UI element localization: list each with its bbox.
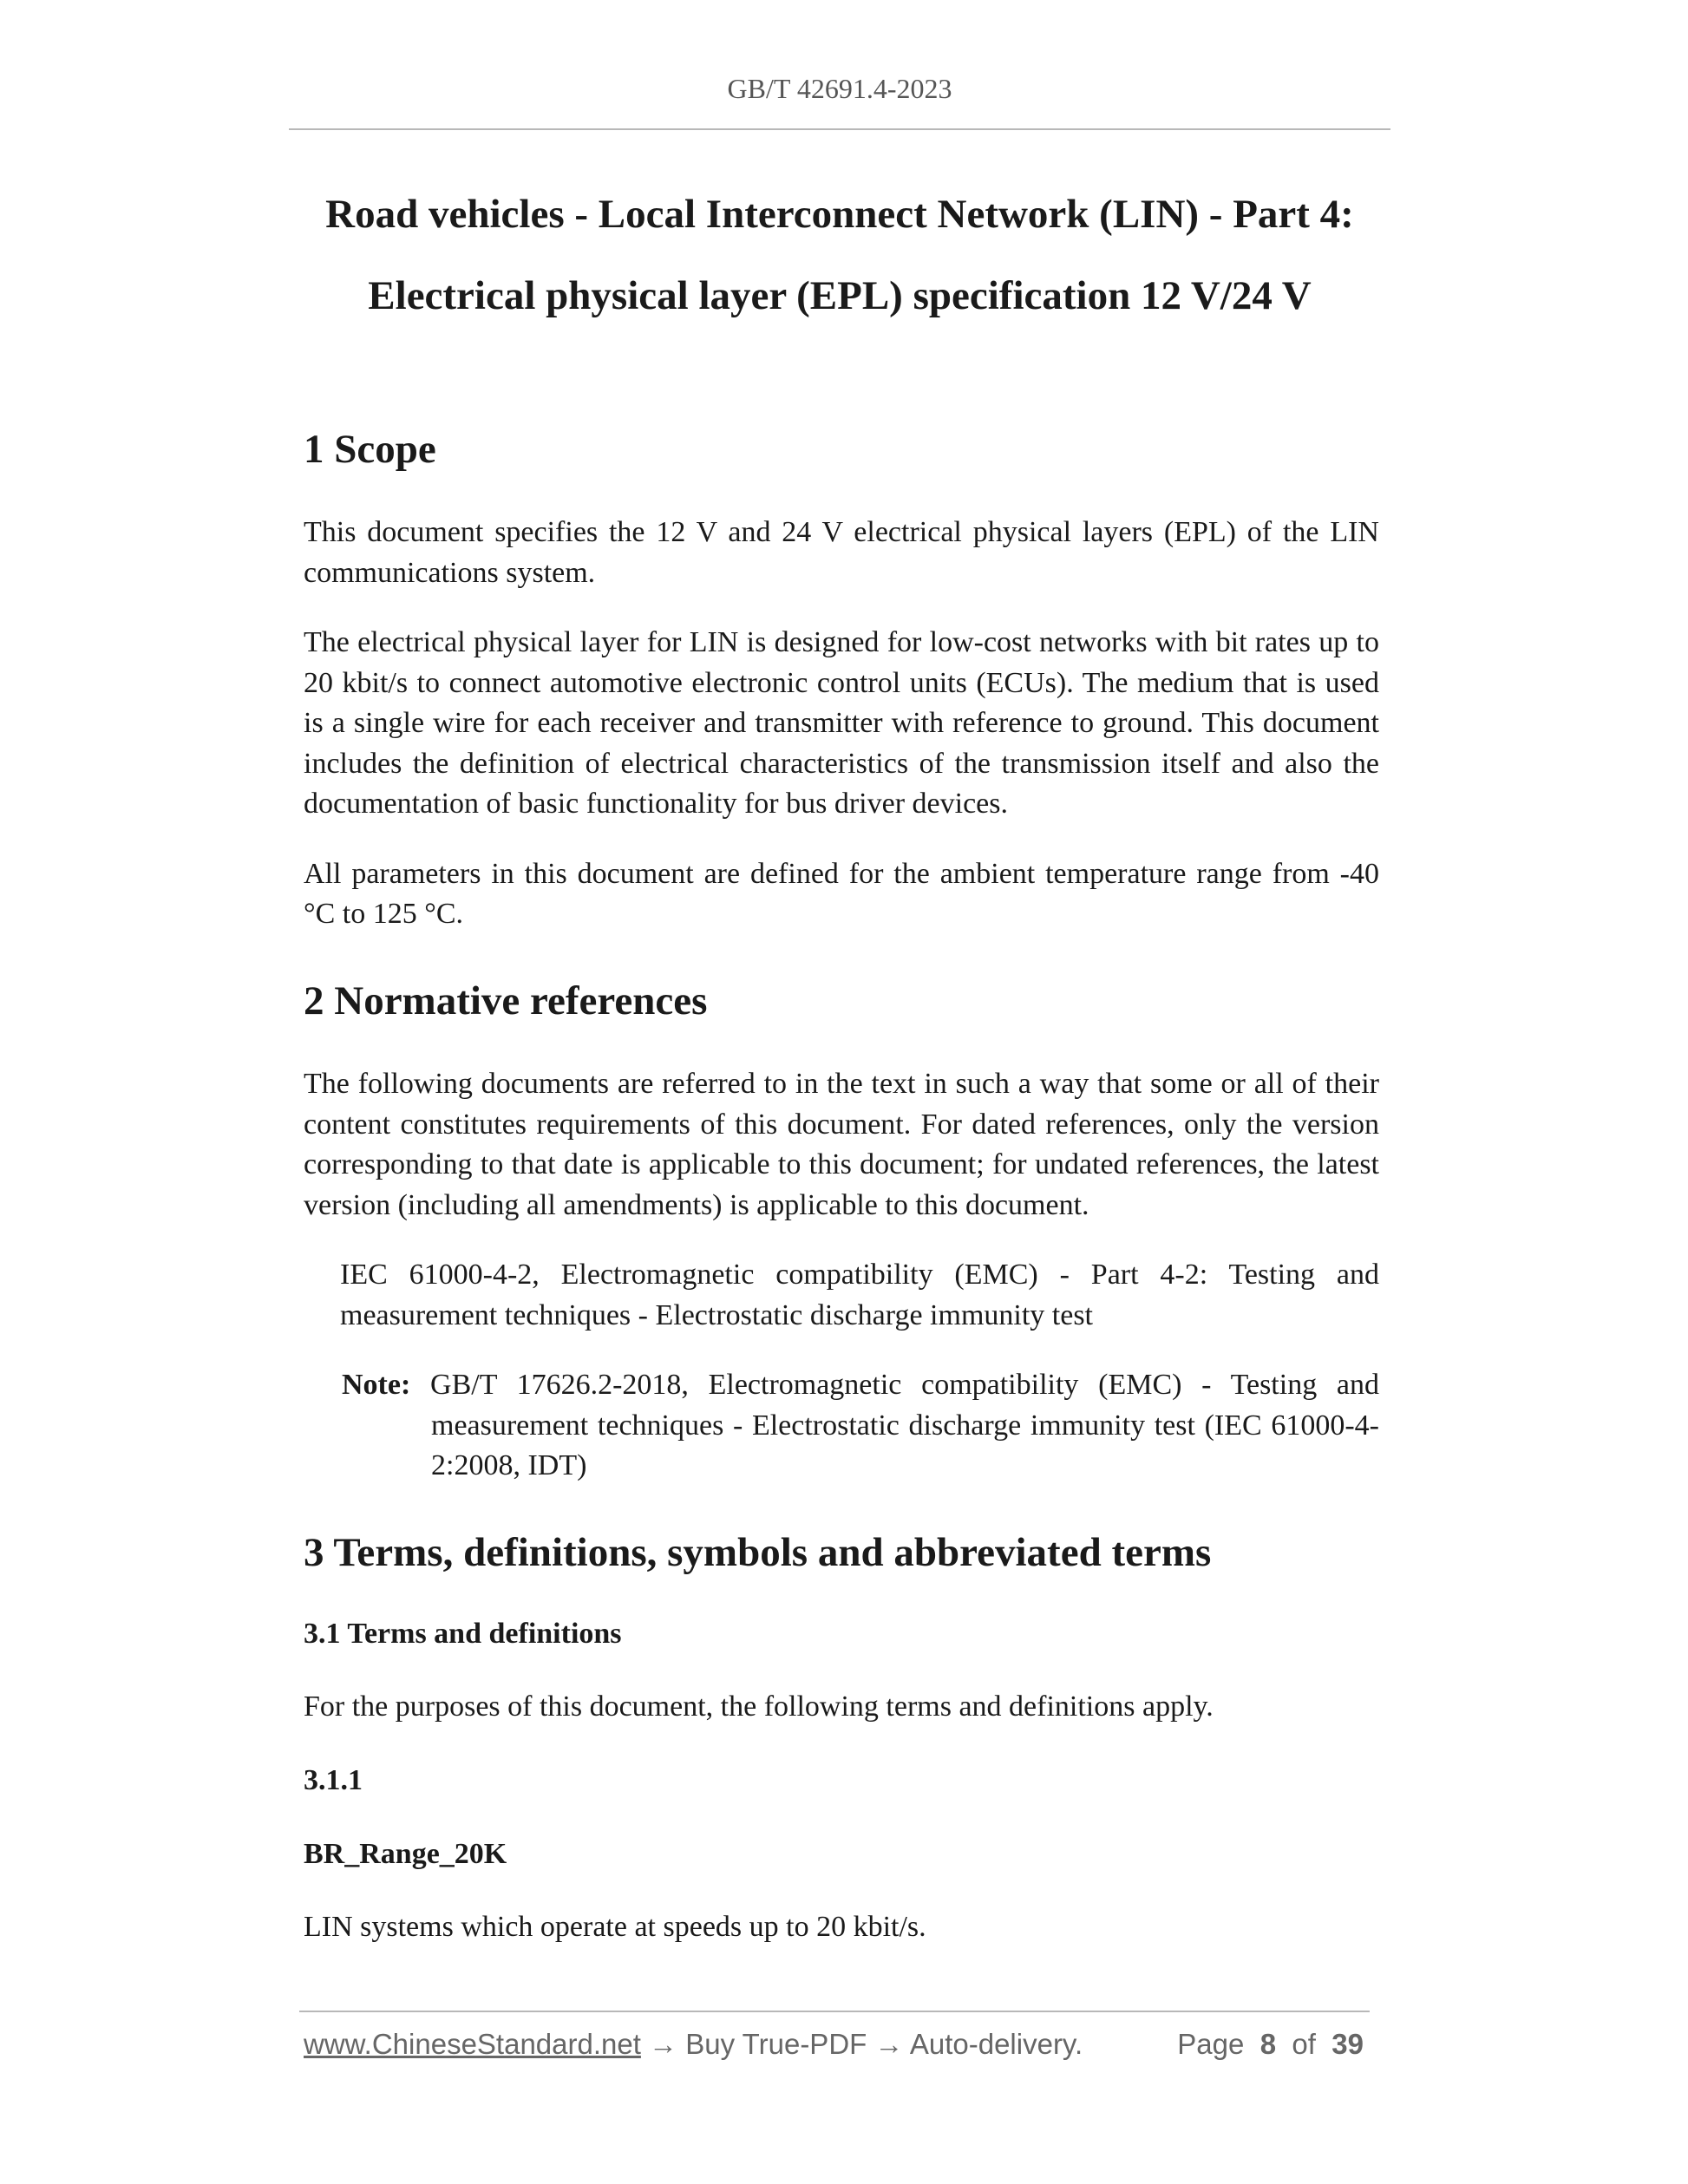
normative-reference-item: IEC 61000-4-2, Electromagnetic compatibility (EMC) - Part 4-2: Testing and measurement techniques - Electrostatic discharge immunity test xyxy=(340,1259,1379,1331)
current-page-number: 8 xyxy=(1259,2028,1277,2060)
running-header: GB/T 42691.4-2023 xyxy=(727,73,952,104)
document-body xyxy=(304,408,1379,1948)
section-2-paragraph-1: The following documents are referred to in the text in such a way that some or all of their content constitutes requirements of this document. For dated references, only the version corresponding to that date is applicable to this document; for undated references, the latest version (including all amendments) is applicable to this document. xyxy=(304,1068,1379,1221)
subsection-3-1-paragraph: For the purposes of this document, the following terms and definitions apply. xyxy=(304,1690,1214,1723)
section-1-paragraph-2: The electrical physical layer for LIN is designed for low-cost networks with bit rates up to 20 kbit/s to connect automotive electronic control units (ECUs). The medium that is used is a single wire for each receiver and transmitter with reference to ground. This document includes the definition of electrical characteristics of the transmission itself and also the documentation of basic functionality for bus driver devices. xyxy=(304,626,1379,821)
term-number: 3.1.1 xyxy=(304,1764,363,1797)
page-indicator xyxy=(1177,2028,1364,2061)
section-1-paragraph-3: All parameters in this document are defined for the ambient temperature range from -40 °C to 125 °C. xyxy=(304,857,1379,931)
buy-pdf-text: Buy True-PDF xyxy=(685,2028,867,2060)
term-name: BR_Range_20K xyxy=(304,1838,507,1871)
website-link[interactable]: www.ChineseStandard.net xyxy=(304,2028,641,2060)
section-1-paragraph-1: This document specifies the 12 V and 24 V electrical physical layers (EPL) of the LIN communications system. xyxy=(304,516,1379,589)
note-label: Note: xyxy=(342,1369,411,1402)
header-divider xyxy=(289,128,1390,130)
total-pages: 39 xyxy=(1331,2028,1364,2060)
section-3-heading: 3 Terms, definitions, symbols and abbreviated terms xyxy=(304,1529,1212,1575)
note-text: GB/T 17626.2-2018, Electromagnetic compatibility (EMC) - Testing and measurement techniques - Electrostatic discharge immunity test (IEC 61000-4-2:2008, IDT) xyxy=(430,1369,1379,1482)
term-definition: LIN systems which operate at speeds up to 20 kbit/s. xyxy=(304,1911,926,1944)
title-line-1: Road vehicles - Local Interconnect Network (LIN) - Part 4: xyxy=(325,192,1354,237)
section-2-heading: 2 Normative references xyxy=(304,978,708,1023)
section-1-heading: 1 Scope xyxy=(304,427,436,472)
auto-delivery-text: Auto-delivery. xyxy=(909,2028,1083,2060)
title-line-2: Electrical physical layer (EPL) specification 12 V/24 V xyxy=(368,273,1312,318)
arrow-icon: → xyxy=(867,2028,910,2060)
footer-promo xyxy=(304,2028,1083,2061)
of-word: of xyxy=(1292,2028,1316,2060)
arrow-icon: → xyxy=(640,2028,686,2060)
subsection-3-1-heading: 3.1 Terms and definitions xyxy=(304,1618,622,1651)
document-title xyxy=(289,173,1390,337)
reference-note xyxy=(340,1365,1379,1487)
footer-divider xyxy=(299,2011,1370,2012)
page-word: Page xyxy=(1177,2028,1245,2060)
